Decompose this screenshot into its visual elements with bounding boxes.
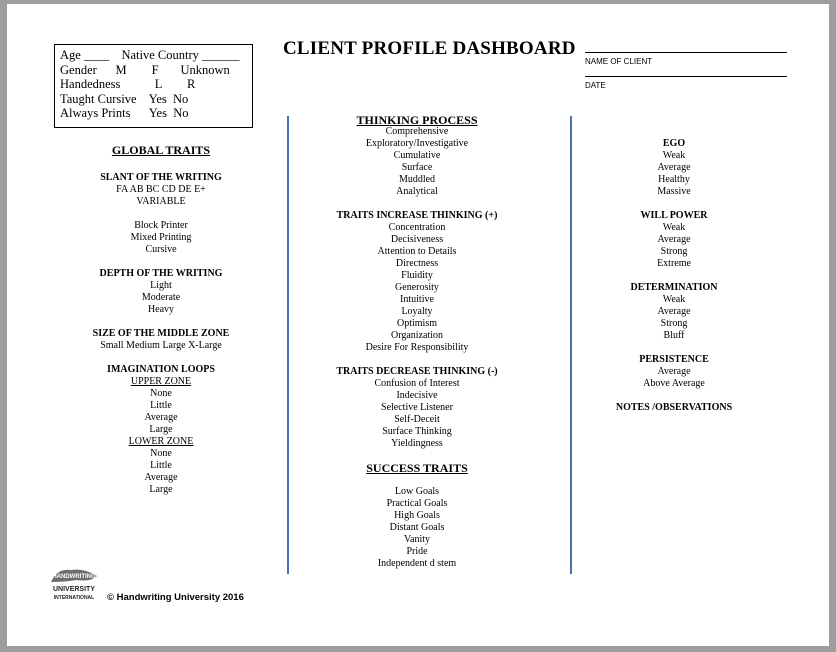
decrease-item: Confusion of Interest [374,378,460,389]
depth-heading: DEPTH OF THE WRITING [99,268,223,279]
middle-zone-options: Small Medium Large X-Large [100,340,222,351]
increase-item: Organization [390,330,444,341]
depth-item: Moderate [141,292,181,303]
date-field: DATE [585,76,787,90]
info-row-handedness: Handedness L R [60,77,196,91]
depth-item: Heavy [147,304,175,315]
upper-zone-item: None [150,388,172,399]
decrease-item: Surface Thinking [382,426,452,437]
print-item: Mixed Printing [130,232,192,243]
logo-line-3: INTERNATIONAL [53,595,95,601]
success-traits-heading: SUCCESS TRAITS [366,461,468,475]
lower-zone-label: LOWER ZONE [128,436,194,447]
print-item: Block Printer [134,220,188,231]
slant-heading: SLANT OF THE WRITING [100,172,222,183]
column-divider-left [287,116,289,574]
ego-item: Massive [657,186,691,197]
increase-item: Intuitive [400,294,434,305]
ego-item: Average [657,162,691,173]
lower-zone-item: Little [150,460,172,471]
success-item: Low Goals [394,486,440,497]
thinking-item: Exploratory/Investigative [365,138,469,149]
ego-item: Healthy [658,174,690,185]
info-row-age: Age ____ Native Country ______ [60,48,240,62]
thinking-process-heading: THINKING PROCESS [356,113,478,127]
name-of-client-field: NAME OF CLIENT [585,52,787,66]
will-power-item: Average [657,234,691,245]
persistence-heading: PERSISTENCE [639,354,709,365]
success-item: Distant Goals [389,522,445,533]
info-row-prints: Always Prints Yes No [60,106,189,120]
decrease-item: Indecisive [396,390,438,401]
upper-zone-item: Little [150,400,172,411]
success-item: Vanity [403,534,431,545]
decrease-item: Selective Listener [381,402,453,413]
logo-line-2: UNIVERSITY [52,586,96,593]
thinking-item: Surface [401,162,433,173]
increase-item: Directness [395,258,439,269]
success-item: Pride [406,546,428,557]
global-traits-column [61,144,261,496]
will-power-heading: WILL POWER [640,210,708,221]
thinking-item: Comprehensive [385,126,449,137]
success-item: High Goals [394,510,440,521]
will-power-item: Strong [660,246,688,257]
decrease-item: Self-Deceit [394,414,440,425]
imagination-loops-heading: IMAGINATION LOOPS [107,364,215,375]
page [7,4,829,646]
success-item: Independent d stem [377,558,457,569]
info-row-gender: Gender M F Unknown [60,62,230,77]
logo-line-1: HANDWRITING [52,574,96,580]
lower-zone-item: Average [144,472,178,483]
upper-zone-label: UPPER ZONE [130,376,192,387]
increase-item: Optimism [396,318,437,329]
increase-item: Concentration [388,222,446,233]
lower-zone-item: None [150,448,172,459]
thinking-item: Muddled [398,174,436,185]
page-title: CLIENT PROFILE DASHBOARD [283,38,576,59]
will-power-item: Extreme [657,258,691,269]
lower-zone-item: Large [149,484,173,495]
info-row-cursive: Taught Cursive Yes No [60,91,189,106]
increase-item: Desire For Responsibility [365,342,469,353]
increase-item: Loyalty [401,306,433,317]
persistence-item: Above Average [643,378,705,389]
print-item: Cursive [145,244,177,255]
increase-item: Attention to Details [377,246,457,257]
notes-heading: NOTES /OBSERVATIONS [615,402,733,413]
persistence-item: Average [657,366,691,377]
column-divider-right [570,116,572,574]
thinking-item: Analytical [396,186,438,197]
upper-zone-item: Average [144,412,178,423]
determination-item: Strong [660,318,688,329]
global-traits-heading: GLOBAL TRAITS [111,143,211,157]
upper-zone-item: Large [149,424,173,435]
increase-item: Fluidity [401,270,433,281]
decrease-thinking-heading: TRAITS DECREASE THINKING (-) [336,366,498,377]
thinking-item: Cumulative [393,150,441,161]
copyright-text: © Handwriting University 2016 [107,592,244,603]
success-item: Practical Goals [386,498,448,509]
decrease-item: Yieldingness [391,438,443,449]
increase-thinking-heading: TRAITS INCREASE THINKING (+) [336,210,498,221]
depth-item: Light [150,280,172,291]
slant-options: FA AB BC CD DE E+ [116,184,206,195]
ego-heading: EGO [662,138,686,149]
ego-item: Weak [662,150,686,161]
middle-zone-heading: SIZE OF THE MIDDLE ZONE [92,328,230,339]
determination-item: Average [657,306,691,317]
will-power-item: Weak [662,222,686,233]
client-info-box [54,44,253,128]
determination-heading: DETERMINATION [630,282,718,293]
increase-item: Generosity [395,282,439,293]
thinking-column [317,114,517,570]
determination-item: Weak [662,294,686,305]
increase-item: Decisiveness [390,234,444,245]
personality-column [604,138,744,414]
slant-variable: VARIABLE [136,196,186,207]
determination-item: Bluff [663,330,685,341]
handwriting-university-logo [47,564,102,604]
